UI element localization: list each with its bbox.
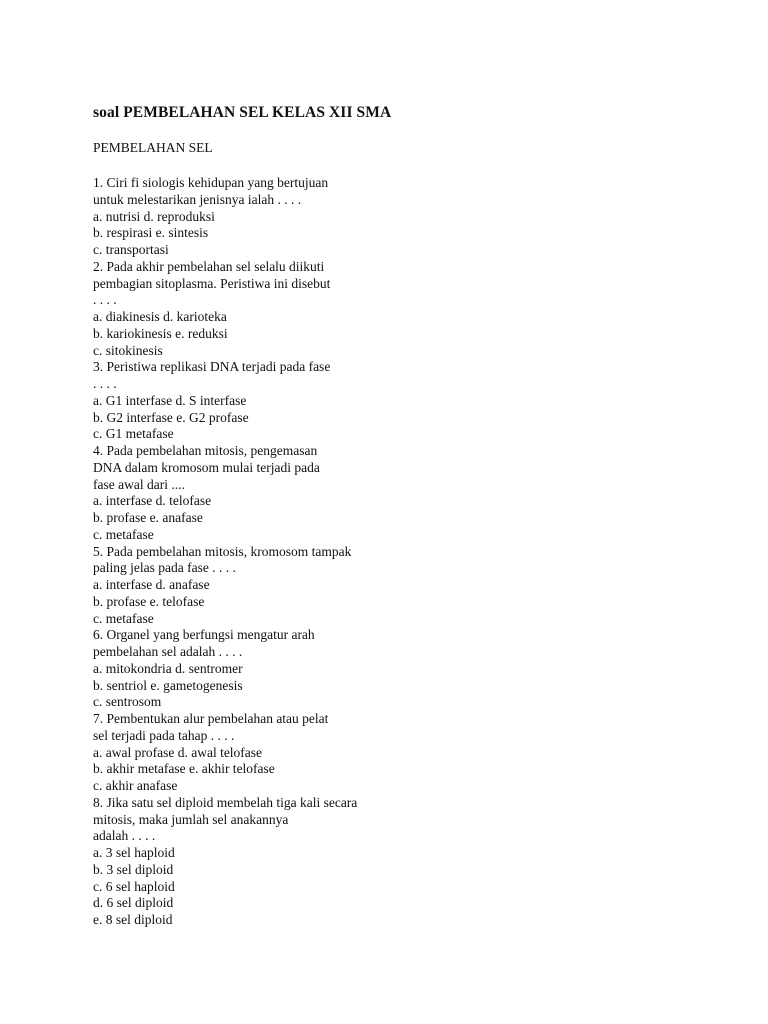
text-line: e. 8 sel diploid (93, 912, 173, 927)
text-line: 7. Pembentukan alur pembelahan atau pelat (93, 711, 329, 726)
text-line: a. 3 sel haploid (93, 845, 175, 860)
text-line: a. mitokondria d. sentromer (93, 660, 243, 676)
text-line: 6. Organel yang berfungsi mengatur arah (93, 627, 315, 643)
text-line: b. profase e. anafase (93, 510, 203, 525)
text-line: c. sentrosom (93, 694, 162, 710)
text-line: a. diakinesis d. karioteka (93, 309, 227, 324)
text-line: sel terjadi pada tahap . . . . (93, 727, 235, 743)
text-line: b. respirasi e. sintesis (93, 225, 209, 241)
text-line: c. akhir anafase (93, 778, 178, 793)
text-line: c. transportasi (93, 242, 169, 257)
text-line: b. akhir metafase e. akhir telofase (93, 761, 275, 777)
text-line: c. metafase (93, 610, 154, 626)
text-line: 2. Pada akhir pembelahan sel selalu diikuti (93, 258, 325, 274)
text-line: b. G2 interfase e. G2 profase (93, 409, 249, 425)
text-line: c. metafase (93, 526, 154, 542)
text-line: a. interfase d. telofase (93, 493, 212, 509)
text-line: 4. Pada pembelahan mitosis, pengemasan (93, 443, 318, 458)
text-line: adalah . . . . (93, 828, 156, 844)
text-line: 8. Jika satu sel diploid membelah tiga kali secara (93, 794, 358, 810)
text-line: pembelahan sel adalah . . . . (93, 644, 243, 659)
text-line: a. interfase d. anafase (93, 577, 210, 592)
text-line: c. G1 metafase (93, 426, 174, 442)
text-line: untuk melestarikan jenisnya ialah . . . . (93, 191, 302, 207)
document-title: soal PEMBELAHAN SEL KELAS XII SMA (93, 104, 392, 121)
text-line: 1. Ciri fi siologis kehidupan yang bertujuan (93, 175, 329, 190)
text-line: 5. Pada pembelahan mitosis, kromosom tampak (93, 543, 352, 559)
text-line: mitosis, maka jumlah sel anakannya (93, 811, 289, 827)
text-line: b. sentriol e. gametogenesis (93, 677, 243, 693)
text-line: a. G1 interfase d. S interfase (93, 392, 247, 408)
text-line: . . . . (93, 292, 117, 308)
text-line: b. 3 sel diploid (93, 861, 174, 877)
text-line: fase awal dari .... (93, 476, 185, 492)
text-line: a. nutrisi d. reproduksi (93, 208, 215, 224)
text-line: c. 6 sel haploid (93, 878, 175, 894)
text-line: paling jelas pada fase . . . . (93, 560, 236, 576)
text-line: b. kariokinesis e. reduksi (93, 325, 228, 341)
text-line: c. sitokinesis (93, 342, 163, 358)
text-line: pembagian sitoplasma. Peristiwa ini disebut (93, 275, 331, 291)
text-line: DNA dalam kromosom mulai terjadi pada (93, 459, 320, 475)
text-line: . . . . (93, 376, 117, 391)
section-heading: PEMBELAHAN SEL (93, 140, 213, 155)
text-line: b. profase e. telofase (93, 593, 205, 609)
text-line: d. 6 sel diploid (93, 895, 174, 911)
question-list (93, 175, 357, 929)
text-line: 3. Peristiwa replikasi DNA terjadi pada fase (93, 359, 331, 375)
text-line: a. awal profase d. awal telofase (93, 744, 263, 760)
